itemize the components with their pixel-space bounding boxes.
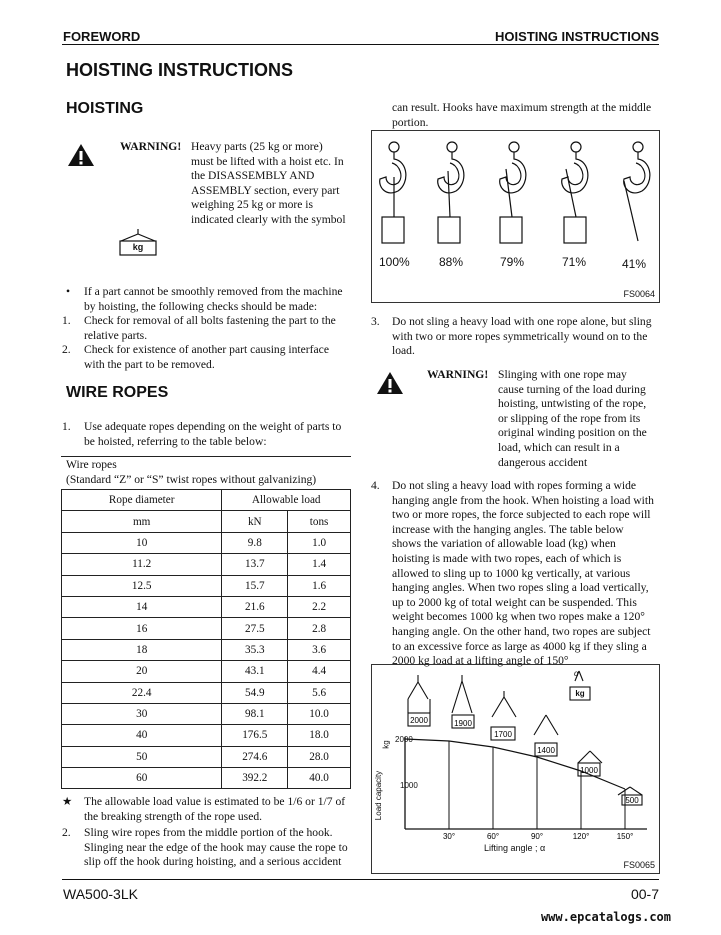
cell-tons: 1.6 [288,575,351,596]
table-row [62,618,351,639]
hook-label-79: 79% [500,255,525,269]
hook-strength-figure [371,130,660,303]
note-star: ★ [62,795,73,808]
wire-ropes-heading: WIRE ROPES [66,384,169,401]
cell-tons: 5.6 [288,682,351,703]
x-tick-label: 120° [572,832,590,841]
y-axis-label: Load capacity [374,770,384,821]
right-item-4: Do not sling a heavy load with ropes forming a wide hanging angle from the hook. When hoisting a load with two or more ropes, the force subjected to each rope will increase with the hanging angles. The table below shows the variation of allowable load (kg) when hoisting is made with two ropes, each of which is allowed to sling up to 1000 kg vertically, at various hanging angles. When two ropes sling a load vertically, up to 2000 kg of total weight can be suspended. This weight becomes 1000 kg when two ropes make a 120° hanging angle. On the other hand, two ropes are subject to an excessive force as large as 4000 kg if they sling a 2000 kg load at a lifting angle of 150° [392,479,654,668]
check-item-1-num: 1. [62,314,71,327]
table-row [62,703,351,724]
cell-tons: 10.0 [288,703,351,724]
cell-diameter: 60 [62,768,222,789]
kg-symbol: kg [132,242,144,252]
cell-kn: 21.6 [222,596,288,617]
cell-diameter: 22.4 [62,682,222,703]
cell-tons: 40.0 [288,768,351,789]
cell-diameter: 18 [62,639,222,660]
x-tick-label: 150° [616,832,634,841]
table-row [62,682,351,703]
cell-kn: 54.9 [222,682,288,703]
cell-kn: 9.8 [222,532,288,553]
right-item-3-num: 3. [371,315,380,328]
check-item-2: Check for existence of another part causing interface with the part to be removed. [84,343,329,371]
table-caption-rule [61,456,351,457]
table-row [62,661,351,682]
cell-tons: 2.8 [288,618,351,639]
load-curve [405,739,625,789]
hook-label-100: 100% [379,255,410,269]
cell-diameter: 30 [62,703,222,724]
page-title: HOISTING INSTRUCTIONS [66,60,294,80]
unit-mm: mm [62,511,222,532]
cell-diameter: 50 [62,746,222,767]
footer-watermark: www.epcatalogs.com [540,910,671,924]
cell-diameter: 11.2 [62,554,222,575]
load-label: 500 [625,796,639,805]
cell-tons: 1.0 [288,532,351,553]
legend-alpha: α [574,669,579,678]
cell-kn: 176.5 [222,725,288,746]
hook-label-88: 88% [439,255,464,269]
cell-diameter: 20 [62,661,222,682]
table-row [62,725,351,746]
table-row [62,575,351,596]
legend-kg: kg [575,689,585,698]
cell-kn: 35.3 [222,639,288,660]
cell-diameter: 40 [62,725,222,746]
load-label: 1000 [580,766,598,775]
table-caption: Wire ropes (Standard “Z” or “S” twist ropes without galvanizing) [66,458,317,486]
cell-diameter: 14 [62,596,222,617]
cell-kn: 13.7 [222,554,288,575]
note-text: The allowable load value is estimated to be 1/6 or 1/7 of the breaking strength of the rope used. [84,795,346,823]
warning-label-2: WARNING! [427,368,489,381]
cell-kn: 27.5 [222,618,288,639]
table-row [62,639,351,660]
rope-item-1-num: 1. [62,420,71,433]
bullet-text: If a part cannot be smoothly removed from the machine by hoisting, the following checks should be made: [84,285,343,313]
y-tick-2000: 2000 [395,735,413,744]
unit-kn: kN [222,511,288,532]
unit-tons: tons [288,511,351,532]
load-label: 1900 [454,719,472,728]
load-capacity-chart [372,665,659,873]
table-row [62,554,351,575]
wire-rope-table [61,489,351,789]
check-item-2-num: 2. [62,343,71,356]
cell-tons: 1.4 [288,554,351,575]
cell-kn: 43.1 [222,661,288,682]
header-left: FOREWORD [63,29,141,44]
cell-tons: 3.6 [288,639,351,660]
table-row [62,746,351,767]
hook-label-41: 41% [622,257,647,271]
hook-diagrams [372,131,659,302]
cell-kn: 392.2 [222,768,288,789]
cell-diameter: 12.5 [62,575,222,596]
warning-icon [67,143,95,167]
right-item-3: Do not sling a heavy load with one rope alone, but sling with two or more ropes symmetrically wound on to the load. [392,315,652,358]
cell-kn: 15.7 [222,575,288,596]
table-row [62,768,351,789]
bullet: • [66,285,71,298]
cell-tons: 18.0 [288,725,351,746]
x-tick-label: 60° [486,832,500,841]
footer-rule [62,879,659,880]
cell-diameter: 10 [62,532,222,553]
hoisting-warning-text: Heavy parts (25 kg or more) must be lifted with a hoist etc. In the DISASSEMBLY AND ASSEMBLY section, every part weighing 25 kg or more is indicated clearly with the symbol [191,140,346,226]
x-tick-label: 30° [442,832,456,841]
y-axis-unit: kg [381,740,391,749]
header-right: HOISTING INSTRUCTIONS [495,29,659,44]
footer-page: 00-7 [630,886,659,902]
cell-tons: 28.0 [288,746,351,767]
check-item-1: Check for removal of all bolts fastening the part to the relative parts. [84,314,336,342]
table-row [62,596,351,617]
rope-item-2-num: 2. [62,826,71,839]
table-row [62,532,351,553]
col-allowable-load: Allowable load [222,490,351,511]
rope-item-1: Use adequate ropes depending on the weight of parts to be hoisted, referring to the table below: [84,420,342,448]
header-rule [62,44,659,45]
figure-code-2: FS0065 [623,860,655,870]
cell-diameter: 16 [62,618,222,639]
col-rope-diameter: Rope diameter [62,490,222,511]
right-warning-text: Slinging with one rope may cause turning of the load during hoisting, untwisting of the rope, or slipping of the rope from its original winding position on the load, which can result in a dangerous accident [498,368,647,469]
right-item-4-num: 4. [371,479,380,492]
cell-kn: 98.1 [222,703,288,724]
x-tick-label: 90° [530,832,544,841]
hoisting-heading: HOISTING [66,100,144,117]
load-label: 1400 [537,746,555,755]
footer-model: WA500-3LK [63,886,138,902]
load-capacity-figure [371,664,660,874]
cell-kn: 274.6 [222,746,288,767]
figure-code-1: FS0064 [623,289,655,299]
warning-icon [376,371,404,395]
x-axis-label: Lifting angle ; α [484,843,546,853]
load-label: 2000 [410,716,428,725]
cell-tons: 4.4 [288,661,351,682]
hook-label-71: 71% [562,255,587,269]
load-label: 1700 [494,730,512,739]
rope-item-2: Sling wire ropes from the middle portion of the hook. Slinging near the edge of the hook may cause the rope to slip off the hook during hoisting, and a serious accident [84,826,348,869]
y-tick-1000: 1000 [400,781,418,790]
continued-text: can result. Hooks have maximum strength at the middle portion. [392,101,652,129]
warning-label: WARNING! [120,140,182,153]
cell-tons: 2.2 [288,596,351,617]
